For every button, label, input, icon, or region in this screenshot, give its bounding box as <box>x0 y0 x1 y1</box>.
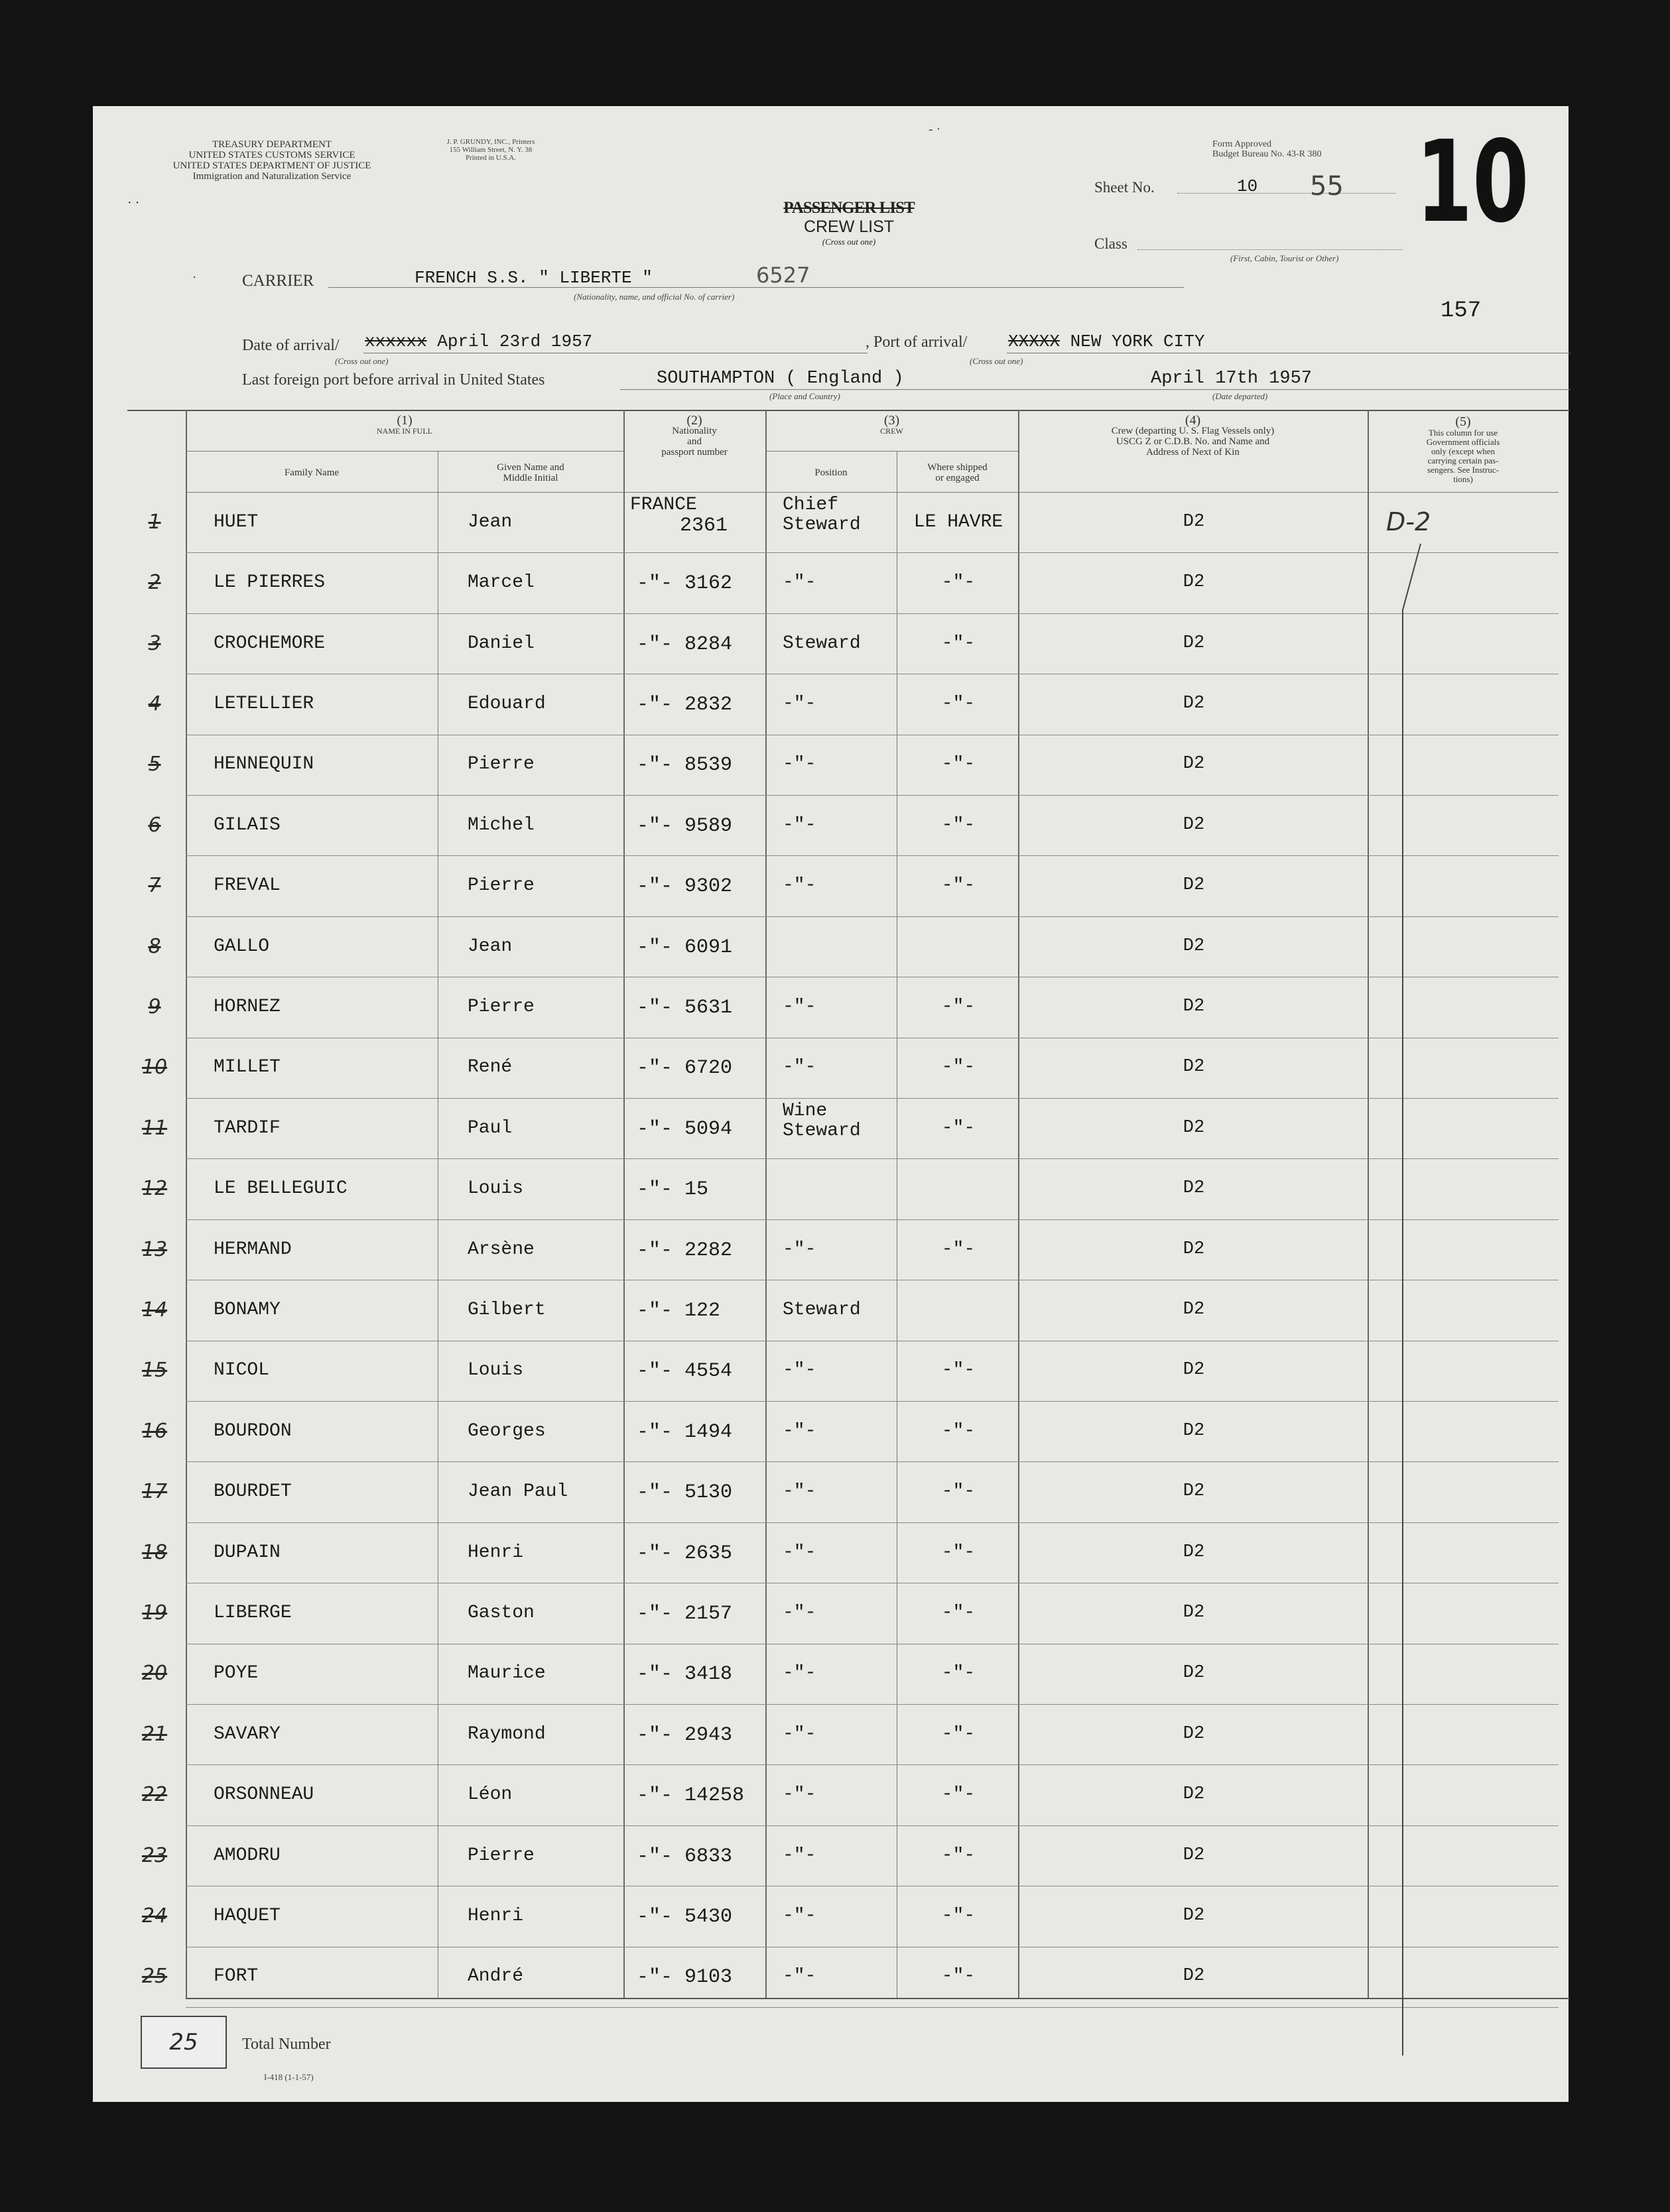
family-name: BOURDON <box>214 1421 292 1442</box>
nationality-passport: -"- 2943 <box>637 1724 733 1747</box>
given-name: Jean <box>468 936 513 957</box>
family-name: SAVARY <box>214 1724 281 1745</box>
where-shipped: -"- <box>941 997 976 1017</box>
sheet-no-value: 10 <box>1237 176 1258 196</box>
crew-code: D2 <box>1183 1057 1205 1077</box>
printer-line: J. P. GRUNDY, INC., Printers 155 William Street, N. Y. 38 Printed in U.S.A. <box>446 138 535 162</box>
given-name: Pierre <box>468 875 535 896</box>
nationality-passport: -"- 14258 <box>637 1784 745 1807</box>
where-shipped: -"- <box>941 694 976 714</box>
row-divider <box>186 2007 1559 2008</box>
given-name: Léon <box>468 1784 513 1805</box>
where-shipped: -"- <box>941 1360 976 1381</box>
where-shipped: -"- <box>941 754 976 774</box>
nationality-passport: -"- 6833 <box>637 1845 733 1868</box>
port-of-arrival-label: , Port of arrival/ <box>866 334 968 351</box>
row-number: 21 <box>141 1723 168 1746</box>
position: -"- <box>783 1542 816 1563</box>
customs-service-line: UNITED STATES CUSTOMS SERVICE <box>188 150 355 160</box>
family-name: HERMAND <box>214 1239 292 1260</box>
row-divider <box>186 1098 1559 1099</box>
crew-code: D2 <box>1183 694 1205 713</box>
row-divider <box>186 613 1559 614</box>
family-name: AMODRU <box>214 1845 281 1866</box>
total-box <box>141 2016 227 2069</box>
family-name: HORNEZ <box>214 997 281 1017</box>
given-name: Louis <box>468 1178 524 1199</box>
col4-header: (4) Crew (departing U. S. Flag Vessels only) USCG Z or C.D.B. No. and Name and Address of Next of Kin <box>1111 413 1275 458</box>
crew-code: D2 <box>1183 1118 1205 1138</box>
row-number: 5 <box>148 753 161 776</box>
col5-header: (5) This column for use Government officials only (except when carrying certain pas- sengers. See Instruc- tions) <box>1426 414 1500 484</box>
position-line1: Wine <box>783 1101 828 1121</box>
carrier-hint: (Nationality, name, and official No. of carrier) <box>574 292 735 302</box>
treasury-dept-line: TREASURY DEPARTMENT <box>212 139 332 150</box>
nationality-passport: -"- 2282 <box>637 1239 733 1262</box>
position: Steward <box>783 515 861 535</box>
family-name: GALLO <box>214 936 270 957</box>
where-shipped: -"- <box>941 1784 976 1805</box>
where-shipped-header: Where shipped or engaged <box>927 462 988 483</box>
date-of-arrival-label: Date of arrival/ <box>242 337 340 354</box>
family-name: CROCHEMORE <box>214 633 326 654</box>
nationality-passport: -"- 3418 <box>637 1663 733 1686</box>
nationality-passport: -"- 5430 <box>637 1906 733 1928</box>
family-name: FREVAL <box>214 875 281 896</box>
row-number: 24 <box>141 1904 168 1928</box>
row-divider <box>186 1219 1559 1220</box>
position: -"- <box>783 1421 816 1442</box>
nationality-passport: -"- 5130 <box>637 1481 733 1504</box>
family-name: LE PIERRES <box>214 572 326 593</box>
crew-code: D2 <box>1183 1542 1205 1562</box>
family-name: HENNEQUIN <box>214 754 314 774</box>
big-sheet-number: 10 <box>1416 117 1529 248</box>
row-number: 10 <box>141 1056 168 1079</box>
position: -"- <box>783 1481 816 1502</box>
given-name: Pierre <box>468 997 535 1017</box>
family-name: MILLET <box>214 1057 281 1077</box>
nationality-passport: -"- 122 <box>637 1300 721 1322</box>
crew-code: D2 <box>1183 1178 1205 1198</box>
row-divider <box>186 1158 1559 1159</box>
row-number: 17 <box>141 1480 168 1503</box>
row-divider <box>186 1401 1559 1402</box>
row-divider <box>186 1704 1559 1705</box>
where-shipped: -"- <box>941 1481 976 1502</box>
col2-header: (2) Nationality and passport number <box>661 413 728 458</box>
position: -"- <box>783 572 816 593</box>
crew-code: D2 <box>1183 1481 1205 1501</box>
family-name: HAQUET <box>214 1906 281 1926</box>
row-divider <box>186 1461 1559 1462</box>
row-divider <box>186 1522 1559 1523</box>
family-name: BOURDET <box>214 1481 292 1502</box>
position: -"- <box>783 1966 816 1987</box>
nationality-passport: -"- 5631 <box>637 997 733 1019</box>
given-name: Pierre <box>468 754 535 774</box>
where-shipped: -"- <box>941 1663 976 1684</box>
col5-handwritten: D-2 <box>1386 507 1431 536</box>
crew-code: D2 <box>1183 997 1205 1016</box>
row-number: 2 <box>148 571 161 594</box>
family-name: TARDIF <box>214 1118 281 1138</box>
col1-header: (1) NAME IN FULL <box>377 413 432 436</box>
family-name: NICOL <box>214 1360 270 1381</box>
nationality-passport: -"- 8539 <box>637 754 733 776</box>
crew-code: D2 <box>1183 512 1205 532</box>
nationality-passport: -"- 1494 <box>637 1421 733 1444</box>
crew-code: D2 <box>1183 1966 1205 1986</box>
where-shipped: LE HAVRE <box>913 512 1003 532</box>
given-name: Gaston <box>468 1603 535 1623</box>
family-name: BONAMY <box>214 1300 281 1320</box>
position: Steward <box>783 1121 861 1141</box>
where-shipped: -"- <box>941 1057 976 1077</box>
given-name: André <box>468 1966 524 1987</box>
row-divider <box>186 552 1559 553</box>
given-name: Paul <box>468 1118 513 1138</box>
position: -"- <box>783 694 816 714</box>
where-shipped: -"- <box>941 1906 976 1926</box>
last-foreign-port-value: SOUTHAMPTON ( England ) <box>657 369 904 389</box>
crew-code: D2 <box>1183 1239 1205 1259</box>
row-number: 13 <box>141 1238 168 1261</box>
position: -"- <box>783 1784 816 1805</box>
nationality-passport: -"- 9302 <box>637 875 733 898</box>
page-code: 157 <box>1441 298 1482 324</box>
crew-code: D2 <box>1183 1784 1205 1804</box>
total-number-value: 25 <box>169 2029 198 2056</box>
row-number: 14 <box>141 1298 168 1321</box>
nationality-passport: -"- 6091 <box>637 936 733 959</box>
given-name: Georges <box>468 1421 546 1442</box>
family-name-header: Family Name <box>284 467 340 478</box>
given-name: Pierre <box>468 1845 535 1866</box>
position: -"- <box>783 1360 816 1381</box>
nationality-passport: -"- 3162 <box>637 572 733 595</box>
immigration-service-line: Immigration and Naturalization Service <box>192 171 352 182</box>
position: Steward <box>783 1300 861 1320</box>
crew-code: D2 <box>1183 1300 1205 1320</box>
last-foreign-port-label: Last foreign port before arrival in United States <box>242 371 545 389</box>
given-name: Marcel <box>468 572 535 593</box>
crew-code: D2 <box>1183 1724 1205 1744</box>
passenger-list-struck: PASSENGER LIST <box>783 199 915 217</box>
given-name-header: Given Name and Middle Initial <box>497 462 564 483</box>
crew-code: D2 <box>1183 1360 1205 1380</box>
row-number: 6 <box>148 814 161 837</box>
given-name: Raymond <box>468 1724 546 1745</box>
crew-code: D2 <box>1183 633 1205 653</box>
crew-code: D2 <box>1183 1906 1205 1926</box>
row-number: 4 <box>148 692 161 715</box>
given-name: Louis <box>468 1360 524 1381</box>
position: -"- <box>783 875 816 896</box>
nationality-passport: -"- 15 <box>637 1178 709 1201</box>
crew-code: D2 <box>1183 875 1205 895</box>
col3-header: (3) CREW <box>880 413 903 436</box>
family-name: GILAIS <box>214 815 281 835</box>
where-shipped: -"- <box>941 1845 976 1866</box>
given-name: Arsène <box>468 1239 535 1260</box>
carrier-official-no: 6527 <box>756 263 810 288</box>
position: -"- <box>783 1057 816 1077</box>
row-divider <box>186 1825 1559 1826</box>
row-divider <box>186 855 1559 856</box>
given-name: Maurice <box>468 1663 546 1684</box>
where-shipped: -"- <box>941 1542 976 1563</box>
row-number: 18 <box>141 1541 168 1564</box>
given-name: Michel <box>468 815 535 835</box>
total-number-label: Total Number <box>242 2036 331 2053</box>
sheet-no-handwritten: 55 <box>1310 171 1344 202</box>
position-header: Position <box>814 467 848 478</box>
nationality-passport: -"- 2635 <box>637 1542 733 1565</box>
where-shipped: -"- <box>941 572 976 593</box>
row-number: 20 <box>141 1662 168 1685</box>
crew-list-title: CREW LIST <box>803 217 895 236</box>
nationality-passport: -"- 2157 <box>637 1603 733 1625</box>
nationality-passport: -"- 6720 <box>637 1057 733 1079</box>
given-name: Jean <box>468 512 513 532</box>
col5-ditto-line <box>1366 530 1539 2056</box>
row-number: 19 <box>141 1601 168 1625</box>
position: -"- <box>783 754 816 774</box>
row-number: 12 <box>141 1177 168 1200</box>
where-shipped: -"- <box>941 1118 976 1138</box>
row-number: 15 <box>141 1359 168 1382</box>
where-shipped: -"- <box>941 1421 976 1442</box>
date-of-arrival-value: xxxxxx April 23rd 1957 <box>365 332 593 351</box>
row-number: 3 <box>148 632 161 655</box>
list-title: PASSENGER LIST CREW LIST (Cross out one) <box>749 199 948 247</box>
department-header <box>126 139 418 182</box>
justice-dept-line: UNITED STATES DEPARTMENT OF JUSTICE <box>172 160 371 171</box>
nationality-passport: -"- 8284 <box>637 633 733 656</box>
nationality-passport: -"- 2832 <box>637 694 733 716</box>
crew-code: D2 <box>1183 1845 1205 1865</box>
given-name: Jean Paul <box>468 1481 568 1502</box>
row-number: 9 <box>148 995 161 1018</box>
position-line1: Chief <box>783 495 839 515</box>
crew-code: D2 <box>1183 572 1205 592</box>
position: -"- <box>783 1724 816 1745</box>
given-name: Daniel <box>468 633 535 654</box>
header-marks: · · <box>127 196 140 210</box>
row-divider <box>186 916 1559 917</box>
nationality-passport: -"- 9103 <box>637 1966 733 1989</box>
crew-code: D2 <box>1183 815 1205 835</box>
where-shipped: -"- <box>941 633 976 654</box>
where-shipped: -"- <box>941 1966 976 1987</box>
family-name: ORSONNEAU <box>214 1784 314 1805</box>
family-name: LETELLIER <box>214 694 314 714</box>
crew-code: D2 <box>1183 1663 1205 1683</box>
crew-list-page: TREASURY DEPARTMENT UNITED STATES CUSTOMS SERVICE UNITED STATES DEPARTMENT OF JUSTICE Immigration and Naturalization Service · · J. P. GRUNDY, INC., Printers 155 William Street, N. Y. 38 Printed in U.S.A. - · Form Approved Budget Bureau No. 43-R 380 10 Sheet No. 10 55 PASSENGER LIST CREW LIST (Cross out one) Class (First, Cabin, Tourist or Other) · CARRIER FRENCH S.S. " LIBERTE " 6527 (Nationality, name, and official No. of carrier) 157 Date of arrival/ xxxxxx April 23rd 1957 (Cross out one) , Port of arrival/ XXXXX NEW YORK CITY (Cross out one) Last foreign port before arrival in United States SOUTHAMPTON ( England ) (Place and Country) April 17th 1957 (Date departed) (1) NAME IN FULL Family Name Given Name and Middle Initial (2) Nationality and passport number (3) CREW Position Where shipped or engaged (4) Crew (departing U. S. Flag Vessels only) USCG Z or C.D.B. No. and Name and Address of Next of Kin (5) This column for use Government officials only (except when carrying certain pas- sengers. See Instruc- tions) 1 HUET Jean FRANCE 2361 Chief Steward LE HAVRE D2 2 LE PIERRES Marcel -"- 3162 -"- -"- D2 3 CROCHEMORE Daniel -"- 8284 Steward -"- D2 4 LETELLIER Edouard -"- 2832 -"- -"- D2 5 HENNEQUIN Pierre -"- 8539 -"- -"- D2 6 GILAIS Michel -"- 9589 -"- -"- D2 7 FREVAL Pierre -"- 9302 -"- -"- D2 8 GALLO Jean -"- 6091 D2 9 HORNEZ Pierre -"- 5631 -"- -"- D2 10 MILLET René -"- 6720 -"- -"- D2 11 TARDIF Paul -"- 5094 Wine Steward -"- D2 12 LE BELLEGUIC Louis -"- 15 D2 13 HERMAND Arsène -"- 2282 -"- -"- D2 14 BONAMY Gilbert -"- 122 Steward D2 15 NICOL Louis -"- 4554 -"- -"- D2 16 BOURDON Georges -"- 1494 -"- -"- D2 17 BOURDET Jean Paul -"- 5130 -"- -"- D2 18 DUPAIN Henri -"- 2635 -"- -"- D2 19 LIBERGE Gaston -"- 2157 -"- -"- D2 20 POYE Maurice -"- 3418 -"- -"- D2 21 SAVARY Raymond -"- 2943 -"- -"- D2 22 ORSONNEAU Léon -"- 14258 -"- -"- D2 23 AMODRU Pierre -"- 6833 -"- -"- D2 24 HAQUET Henri -"- 5430 -"- -"- D2 25 FORT André -"- 9103 -"- -"- D2 D-2 25 Total Number I-418 (1-1-57) <box>93 106 1569 2102</box>
nationality-passport: -"- 9589 <box>637 815 733 837</box>
given-name: René <box>468 1057 513 1077</box>
where-shipped: -"- <box>941 1239 976 1260</box>
given-name: Henri <box>468 1542 524 1563</box>
row-number: 16 <box>141 1420 168 1443</box>
where-shipped: -"- <box>941 815 976 835</box>
row-number: 7 <box>148 874 161 897</box>
top-marks: - · <box>929 122 941 137</box>
crew-code: D2 <box>1183 936 1205 956</box>
row-divider <box>186 1764 1559 1765</box>
given-name: Gilbert <box>468 1300 546 1320</box>
port-of-arrival-value: XXXXX NEW YORK CITY <box>1008 332 1205 351</box>
carrier-label: CARRIER <box>242 272 314 290</box>
row-number: 25 <box>141 1965 168 1988</box>
family-name: LIBERGE <box>214 1603 292 1623</box>
row-number: 22 <box>141 1783 168 1806</box>
row-number: 8 <box>148 935 161 958</box>
position: -"- <box>783 815 816 835</box>
given-name: Edouard <box>468 694 546 714</box>
where-shipped: -"- <box>941 1603 976 1623</box>
row-number: 23 <box>141 1844 168 1867</box>
position: -"- <box>783 1845 816 1866</box>
row-number: 1 <box>148 511 161 534</box>
family-name: FORT <box>214 1966 259 1987</box>
where-shipped: -"- <box>941 875 976 896</box>
position: -"- <box>783 997 816 1017</box>
position: Steward <box>783 633 861 654</box>
row-divider <box>186 795 1559 796</box>
nationality-passport: -"- 5094 <box>637 1118 733 1140</box>
where-shipped: -"- <box>941 1724 976 1745</box>
family-name: POYE <box>214 1663 259 1684</box>
carrier-value: FRENCH S.S. " LIBERTE " <box>415 268 653 288</box>
nationality-passport: -"- 4554 <box>637 1360 733 1382</box>
class-hint: (First, Cabin, Tourist or Other) <box>1230 253 1339 263</box>
given-name: Henri <box>468 1906 524 1926</box>
form-number: I-418 (1-1-57) <box>264 2072 314 2082</box>
form-approved: Form Approved Budget Bureau No. 43-R 380 <box>1212 139 1322 159</box>
position: -"- <box>783 1239 816 1260</box>
date-departed-value: April 17th 1957 <box>1151 369 1313 389</box>
nationality: FRANCE <box>630 495 697 515</box>
family-name: HUET <box>214 512 259 532</box>
crew-code: D2 <box>1183 754 1205 774</box>
crew-code: D2 <box>1183 1603 1205 1623</box>
family-name: DUPAIN <box>214 1542 281 1563</box>
position: -"- <box>783 1663 816 1684</box>
sheet-no-label: Sheet No. <box>1094 179 1155 196</box>
position: -"- <box>783 1906 816 1926</box>
family-name: LE BELLEGUIC <box>214 1178 348 1199</box>
class-label: Class <box>1094 235 1127 252</box>
crew-code: D2 <box>1183 1421 1205 1441</box>
passport-number: 2361 <box>680 515 728 537</box>
position: -"- <box>783 1603 816 1623</box>
row-number: 11 <box>141 1117 168 1140</box>
